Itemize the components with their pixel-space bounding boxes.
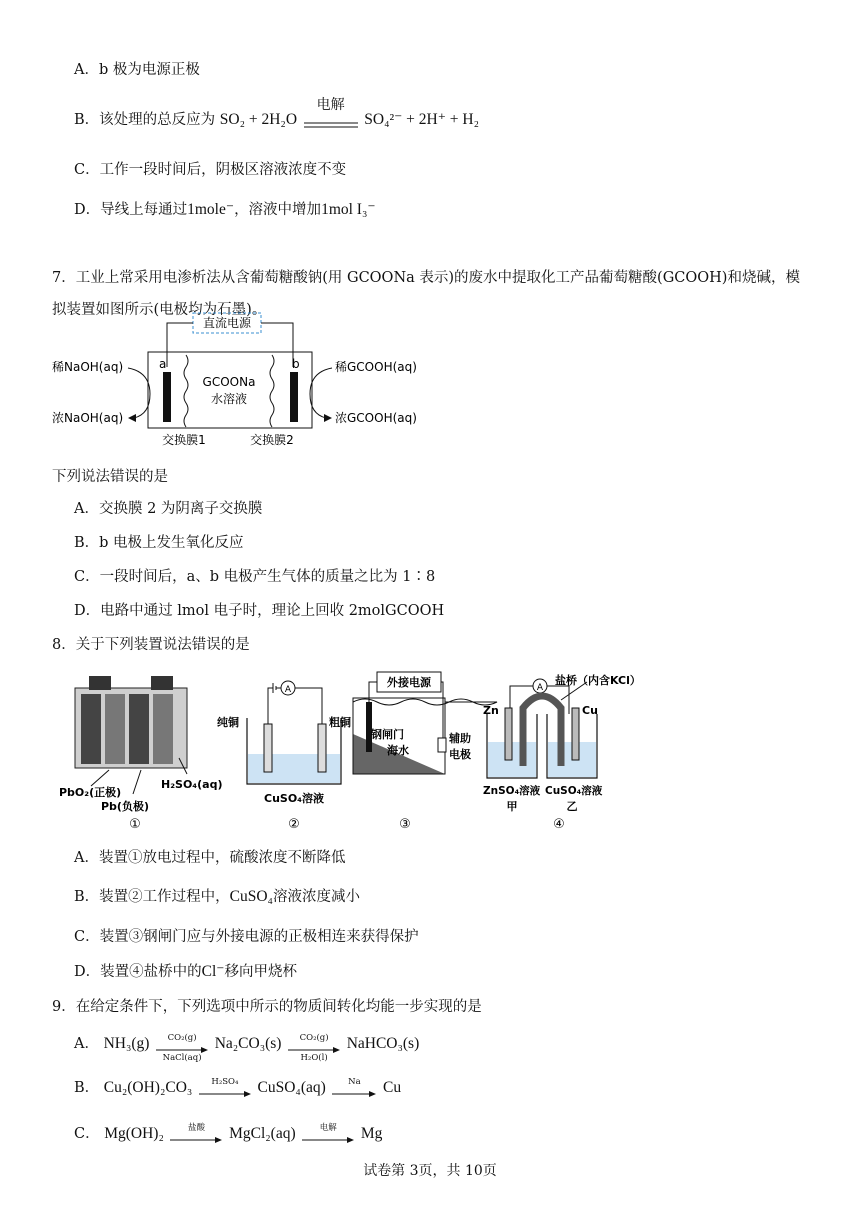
q8-fig4-bridge: 盐桥（内含KCl）	[555, 674, 641, 687]
q8-fig1-num: ①	[129, 817, 141, 832]
q6-option-d-mid: ，溶液中增加	[234, 202, 322, 218]
q6-eq-sign	[304, 97, 358, 125]
q9-b-c2-up: Na	[348, 1077, 361, 1087]
q8-fig4-galvanic	[483, 673, 641, 832]
q8-fig3-sea: 海水	[387, 744, 409, 757]
q7-in-right: 稀GCOOH(aq)	[335, 360, 417, 374]
q9-c-arrow2	[302, 1123, 354, 1138]
q7-option-b: B．b 电极上发生氧化反应	[74, 535, 244, 551]
q7-membrane-1-label: 交换膜1	[162, 433, 206, 447]
q8-fig2-sol: CuSO₄溶液	[264, 792, 324, 805]
q9-a-arrow2	[288, 1033, 340, 1063]
q8-fig3-gate: 钢闸门	[371, 728, 404, 741]
q8-fig4-yi: 乙	[566, 800, 578, 813]
double-line-icon	[304, 121, 358, 129]
q8-fig4-jia: 甲	[506, 800, 518, 813]
q7-membrane-2	[270, 355, 274, 427]
q9-c-s1: Mg(OH)₂	[104, 1125, 164, 1142]
q9-a-s1: NH₃(g)	[103, 1035, 150, 1052]
q9-c-s2: MgCl₂(aq)	[229, 1125, 296, 1142]
q8-option-d	[74, 962, 297, 982]
q8-fig4-sol1: ZnSO₄溶液	[483, 785, 541, 797]
q6-eq-condition: 电解	[316, 97, 345, 113]
q7-stem-line2: 拟装置如图所示(电极均为石墨)。	[52, 302, 267, 318]
q8-fig3-aux2: 电极	[449, 748, 471, 761]
q9-a-c2-dn: H₂O(l)	[300, 1053, 328, 1063]
q8-option-b	[74, 887, 360, 907]
q8-fig2-num: ②	[288, 817, 300, 832]
q9-b-arrow1	[199, 1077, 251, 1092]
q6-option-d	[74, 200, 376, 220]
q9-option-c-label: C．	[74, 1126, 100, 1142]
q9-c-c1-up: 盐酸	[187, 1123, 205, 1133]
q9-c-arrow1	[170, 1123, 222, 1138]
arrow-right-icon	[324, 414, 332, 422]
q7-electrode-a-label: a	[159, 357, 167, 371]
q7-electrode-b-label: b	[292, 357, 300, 371]
q9-b-s3: Cu	[383, 1079, 402, 1096]
q9-option-c	[74, 1124, 382, 1144]
q7-option-d: D．电路中通过 lmol 电子时，理论上回收 2molGCOOH	[74, 603, 445, 619]
q9-stem: 9．在给定条件下，下列选项中所示的物质间转化均能一步实现的是	[52, 999, 482, 1015]
q7-membrane-2-label: 交换膜2	[250, 433, 294, 447]
q6-option-b-prefix: B．该处理的总反应为	[74, 112, 216, 128]
q8-fig1-pbo2: PbO₂(正极)	[59, 786, 122, 799]
q9-b-s2: CuSO₄(aq)	[257, 1079, 326, 1096]
q8-fig4-sol2: CuSO₄溶液	[545, 785, 603, 797]
q7-center-label-1: GCOONa	[202, 375, 256, 389]
q6-option-a: A．b 极为电源正极	[74, 62, 200, 78]
q8-fig4-cu: Cu	[582, 704, 598, 717]
q7-membrane-1	[184, 355, 188, 427]
q7-electrode-b	[290, 372, 298, 422]
q9-c-s3: Mg	[360, 1125, 383, 1142]
q7-ask: 下列说法错误的是	[52, 469, 168, 485]
q8-option-b-prefix: B．装置②工作过程中，	[74, 889, 230, 905]
q8-fig1-pb: Pb(负极)	[101, 800, 149, 813]
q9-a-c2-up: CO₂(g)	[299, 1033, 329, 1043]
q8-fig2-right: 粗铜	[329, 716, 351, 729]
q8-stem: 8．关于下列装置说法错误的是	[52, 637, 250, 653]
q9-option-b	[74, 1078, 401, 1098]
q6-option-c: C．工作一段时间后，阴极区溶液浓度不变	[74, 162, 347, 178]
q7-stem-line1: 7．工业上常采用电渗析法从含葡萄糖酸钠(用 GCOONa 表示)的废水中提取化工产品葡萄糖酸(GCOOH)和烧碱，模	[52, 270, 800, 286]
q7-center-label-2: 水溶液	[210, 392, 248, 406]
q6-option-b	[74, 97, 480, 130]
q9-option-b-label: B．	[74, 1080, 100, 1096]
q9-a-c1-dn: NaCl(aq)	[162, 1053, 202, 1063]
q7-out-left: 浓NaOH(aq)	[52, 411, 124, 425]
q8-option-b-formula: CuSO₄	[229, 888, 273, 905]
q6-eq-right: SO₄²⁻ + 2H⁺ + H₂	[364, 111, 480, 128]
q6-eq-left: SO₂ + 2H₂O	[219, 111, 298, 128]
q8-fig2-ammeter: A	[284, 685, 292, 695]
q8-fig4-ammeter: A	[536, 683, 544, 693]
q8-option-c: C．装置③钢闸门应与外接电源的正极相连来获得保护	[74, 929, 419, 945]
q6-option-d-ion: 1mol I₃⁻	[321, 201, 376, 218]
q8-figures	[55, 662, 641, 837]
q9-c-c2-up: 电解	[319, 1123, 337, 1133]
q9-b-c1-up: H₂SO₄	[211, 1077, 239, 1087]
q9-a-c1-up: CO₂(g)	[167, 1033, 197, 1043]
q8-fig4-num: ④	[553, 817, 565, 832]
q7-option-a: A．交换膜 2 为阴离子交换膜	[74, 501, 263, 517]
q9-a-s2: Na₂CO₃(s)	[214, 1035, 282, 1052]
q8-fig1-acid: H₂SO₄(aq)	[161, 778, 223, 791]
q7-power-label: 直流电源	[202, 316, 252, 330]
q8-option-d-ion: Cl⁻	[201, 963, 225, 980]
q8-fig2-refining	[217, 681, 351, 832]
q9-option-a	[74, 1033, 420, 1063]
q7-figure	[50, 310, 430, 450]
q6-option-d-prefix: D．导线上每通过	[74, 202, 188, 218]
q8-fig3-power: 外接电源	[387, 676, 431, 689]
q9-b-s1: Cu₂(OH)₂CO₃	[103, 1079, 193, 1096]
arrow-left-icon	[128, 414, 136, 422]
q8-fig3-num: ③	[399, 817, 411, 832]
q8-option-b-suffix: 溶液浓度减小	[272, 889, 360, 905]
q9-a-arrow1	[156, 1033, 208, 1063]
q7-out-right: 浓GCOOH(aq)	[335, 411, 417, 425]
q9-a-s3: NaHCO₃(s)	[346, 1035, 420, 1052]
q7-electrode-a	[163, 372, 171, 422]
q7-in-left: 稀NaOH(aq)	[52, 360, 124, 374]
q8-option-d-prefix: D．装置④盐桥中的	[74, 964, 202, 980]
q8-fig3-aux1: 辅助	[449, 732, 471, 745]
q8-fig4-zn: Zn	[483, 704, 499, 717]
q8-fig3-gate	[353, 672, 497, 832]
q7-option-c: C．一段时间后，a、b 电极产生气体的质量之比为 1∶8	[74, 569, 436, 585]
q9-b-arrow2	[332, 1077, 376, 1092]
q8-option-d-suffix: 移向甲烧杯	[224, 964, 297, 980]
q8-fig2-left: 纯铜	[217, 716, 239, 729]
q8-option-a: A．装置①放电过程中，硫酸浓度不断降低	[74, 850, 346, 866]
q7-cell	[148, 352, 312, 428]
q8-fig1-battery	[59, 676, 222, 832]
q6-option-d-charge: 1mole⁻	[187, 201, 235, 218]
page-footer: 试卷第 3页，共 10页	[363, 1163, 497, 1179]
q9-option-a-label: A．	[74, 1036, 99, 1052]
